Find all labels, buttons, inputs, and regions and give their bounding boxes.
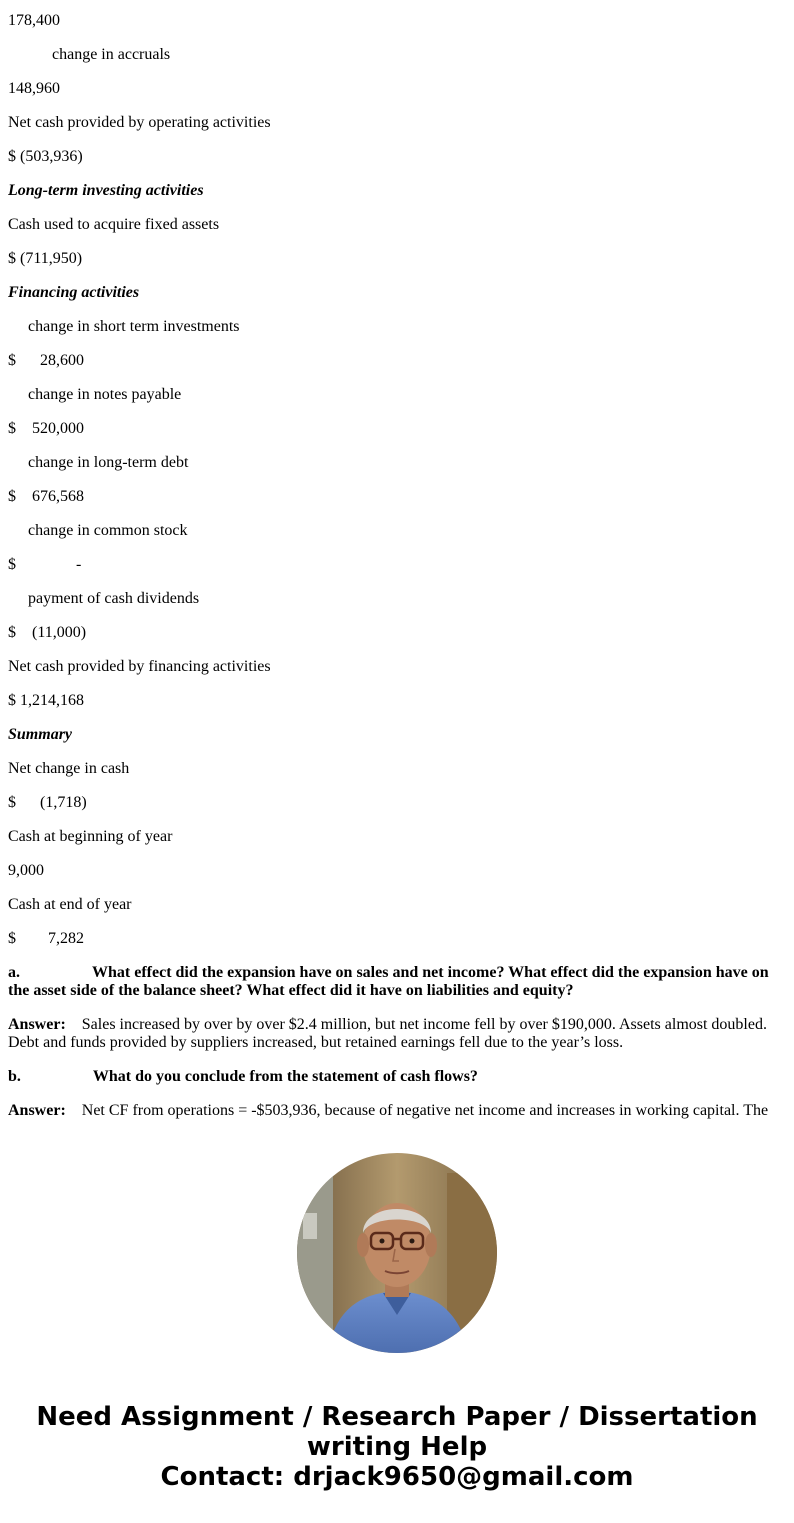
summary-section-heading: Summary (8, 726, 73, 743)
author-portrait-image (297, 1153, 497, 1353)
promo-contact[interactable]: Contact: drjack9650@gmail.com (160, 1462, 634, 1492)
question-b-text: What do you conclude from the statement of cash flows? (92, 1068, 478, 1085)
document-page (8, 0, 788, 1122)
net-cash-financing-label: Net cash provided by financing activities (8, 658, 271, 675)
notes-payable-label: change in notes payable (28, 386, 182, 403)
net-cash-operating-label: Net cash provided by operating activities (8, 114, 271, 131)
currency-symbol: $ (8, 930, 16, 947)
promo-banner (0, 1122, 794, 1523)
currency-symbol: $ (8, 556, 16, 573)
answer-a-text: Sales increased by over by over $2.4 million, but net income fell by over $190,000. Assets almost doubled. Debt and funds provided by suppliers increased, but retained earnings fell due to the year’s loss. (8, 1016, 767, 1051)
amount: (11,000) (32, 624, 87, 641)
cash-beginning-value: 9,000 (8, 862, 44, 879)
question-a (8, 964, 786, 1000)
operating-value-line: 178,400 (8, 12, 60, 29)
net-cash-operating-value: $ (503,936) (8, 148, 83, 165)
short-term-investments-value (8, 352, 84, 370)
currency-symbol: $ (8, 794, 16, 811)
cash-dividends-value (8, 624, 86, 642)
amount: - (76, 556, 82, 573)
amount: 520,000 (32, 420, 84, 437)
currency-symbol: $ (8, 420, 16, 437)
short-term-investments-label: change in short term investments (28, 318, 240, 335)
answer-b (8, 1102, 786, 1120)
net-change-label: Net change in cash (8, 760, 130, 777)
currency-symbol: $ (8, 488, 16, 505)
fixed-assets-label: Cash used to acquire fixed assets (8, 216, 220, 233)
currency-symbol: $ (8, 624, 16, 641)
question-a-text: What effect did the expansion have on sales and net income? What effect did the expansion have on the asset side of the balance sheet? What effect did it have on liabilities and equity? (8, 964, 769, 999)
promo-line-1: Need Assignment / Research Paper / Dissertation (36, 1402, 758, 1432)
cash-dividends-label: payment of cash dividends (28, 590, 200, 607)
cash-end-label: Cash at end of year (8, 896, 132, 913)
answer-a-label: Answer: (8, 1016, 66, 1033)
currency-symbol: $ (8, 352, 16, 369)
notes-payable-value (8, 420, 84, 438)
common-stock-value (8, 556, 81, 574)
long-term-debt-value (8, 488, 84, 506)
net-cash-financing-value: $ 1,214,168 (8, 692, 84, 709)
question-b (8, 1068, 786, 1086)
answer-b-text: Net CF from operations = -$503,936, because of negative net income and increases in working capital. The (81, 1102, 769, 1119)
amount: (1,718) (40, 794, 87, 811)
amount: 676,568 (32, 488, 84, 505)
change-in-accruals-value: 148,960 (8, 80, 60, 97)
investing-section-heading: Long-term investing activities (8, 182, 204, 199)
change-in-accruals-label: change in accruals (52, 46, 171, 63)
cash-end-value (8, 930, 84, 948)
question-b-letter: b. (8, 1068, 21, 1085)
fixed-assets-value: $ (711,950) (8, 250, 83, 267)
question-a-letter: a. (8, 964, 20, 981)
amount: 28,600 (40, 352, 84, 369)
answer-a (8, 1016, 786, 1052)
long-term-debt-label: change in long-term debt (28, 454, 189, 471)
common-stock-label: change in common stock (28, 522, 188, 539)
answer-b-label: Answer: (8, 1102, 66, 1119)
promo-message (0, 1402, 794, 1492)
financing-section-heading: Financing activities (8, 284, 140, 301)
cash-beginning-label: Cash at beginning of year (8, 828, 173, 845)
author-avatar (297, 1153, 497, 1353)
promo-line-2: writing Help (306, 1432, 488, 1462)
net-change-value (8, 794, 87, 812)
amount: 7,282 (48, 930, 84, 947)
